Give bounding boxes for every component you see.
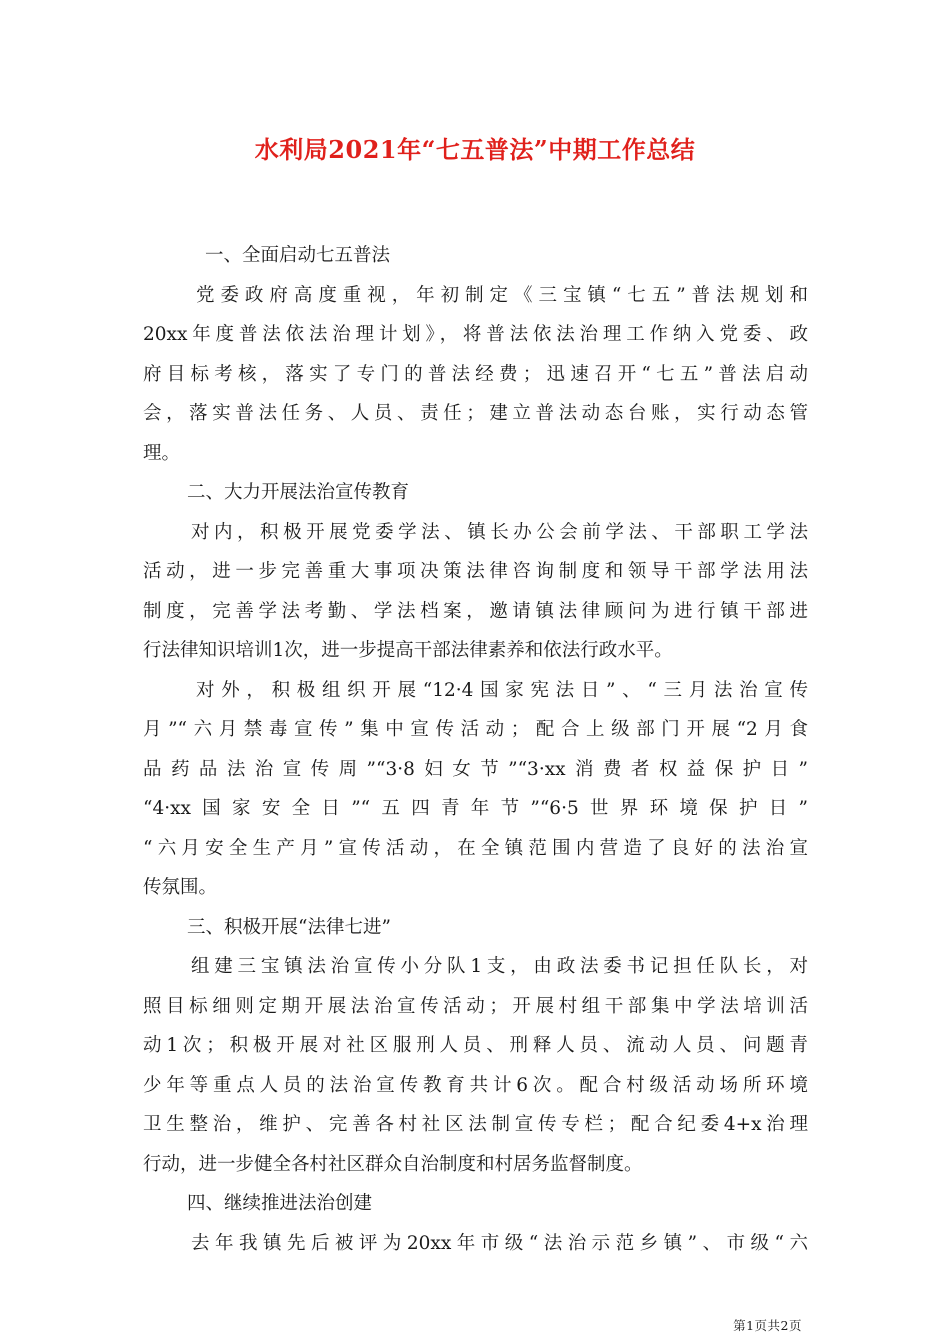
paragraph-line: 理。 — [143, 442, 181, 464]
paragraph-line: 去年我镇先后被评为20xx年市级“法治示范乡镇”、市级“六 — [191, 1232, 808, 1254]
paragraph-line: 20xx年度普法依法治理计划》，将普法依法治理工作纳入党委、政 — [143, 324, 808, 345]
paragraph-line: 对外，积极组织开展“12·4国家宪法日”、“三月法治宣传 — [196, 679, 808, 701]
paragraph-line: 府目标考核，落实了专门的普法经费；迅速召开“七五”普法启动 — [143, 363, 808, 385]
paragraph-line: 品药品法治宣传周”“3·8妇女节”“3·xx消费者权益保护日” — [143, 758, 808, 780]
paragraph-line: 月”“六月禁毒宣传”集中宣传活动；配合上级部门开展“2月食 — [143, 719, 808, 740]
paragraph-line: 少年等重点人员的法治宣传教育共计6次。配合村级活动场所环境 — [143, 1074, 808, 1096]
paragraph-line: “4·xx国家安全日”“五四青年节”“6·5世界环境保护日” — [143, 798, 808, 819]
paragraph-line: 对内，积极开展党委学法、镇长办公会前学法、干部职工学法 — [191, 521, 808, 543]
page-number: 第1页共2页 — [733, 1318, 802, 1333]
paragraph-line: 行动，进一步健全各村社区群众自治制度和村居务监督制度。 — [143, 1153, 643, 1175]
paragraph-line: 卫生整治，维护、完善各村社区法制宣传专栏；配合纪委4+x治理 — [143, 1114, 808, 1135]
paragraph-line: 活动，进一步完善重大事项决策法律咨询制度和领导干部学法用法 — [143, 561, 808, 582]
section-heading: 三、积极开展“法律七进” — [187, 916, 391, 938]
section-heading: 二、大力开展法治宣传教育 — [187, 482, 410, 503]
paragraph-line: 照目标细则定期开展法治宣传活动；开展村组干部集中学法培训活 — [143, 995, 808, 1017]
paragraph-line: 传氛围。 — [143, 877, 218, 898]
paragraph-line: 行法律知识培训1次，进一步提高干部法律素养和依法行政水平。 — [143, 640, 673, 661]
paragraph-line: 党委政府高度重视，年初制定《三宝镇“七五”普法规划和 — [196, 284, 808, 306]
paragraph-line: 组建三宝镇法治宣传小分队1支，由政法委书记担任队长，对 — [191, 956, 808, 977]
section-heading: 四、继续推进法治创建 — [187, 1193, 373, 1214]
paragraph-line: “六月安全生产月”宣传活动，在全镇范围内营造了良好的法治宣 — [143, 837, 808, 859]
document-title: 水利局2021年“七五普法”中期工作总结 — [254, 135, 696, 164]
section-heading: 一、全面启动七五普法 — [205, 245, 391, 266]
paragraph-line: 动1次；积极开展对社区服刑人员、刑释人员、流动人员、问题青 — [143, 1035, 808, 1056]
document-body — [143, 236, 808, 1263]
paragraph-line: 会，落实普法任务、人员、责任；建立普法动态台账，实行动态管 — [143, 403, 808, 424]
paragraph-line: 制度，完善学法考勤、学法档案，邀请镇法律顾问为进行镇干部进 — [143, 600, 808, 622]
